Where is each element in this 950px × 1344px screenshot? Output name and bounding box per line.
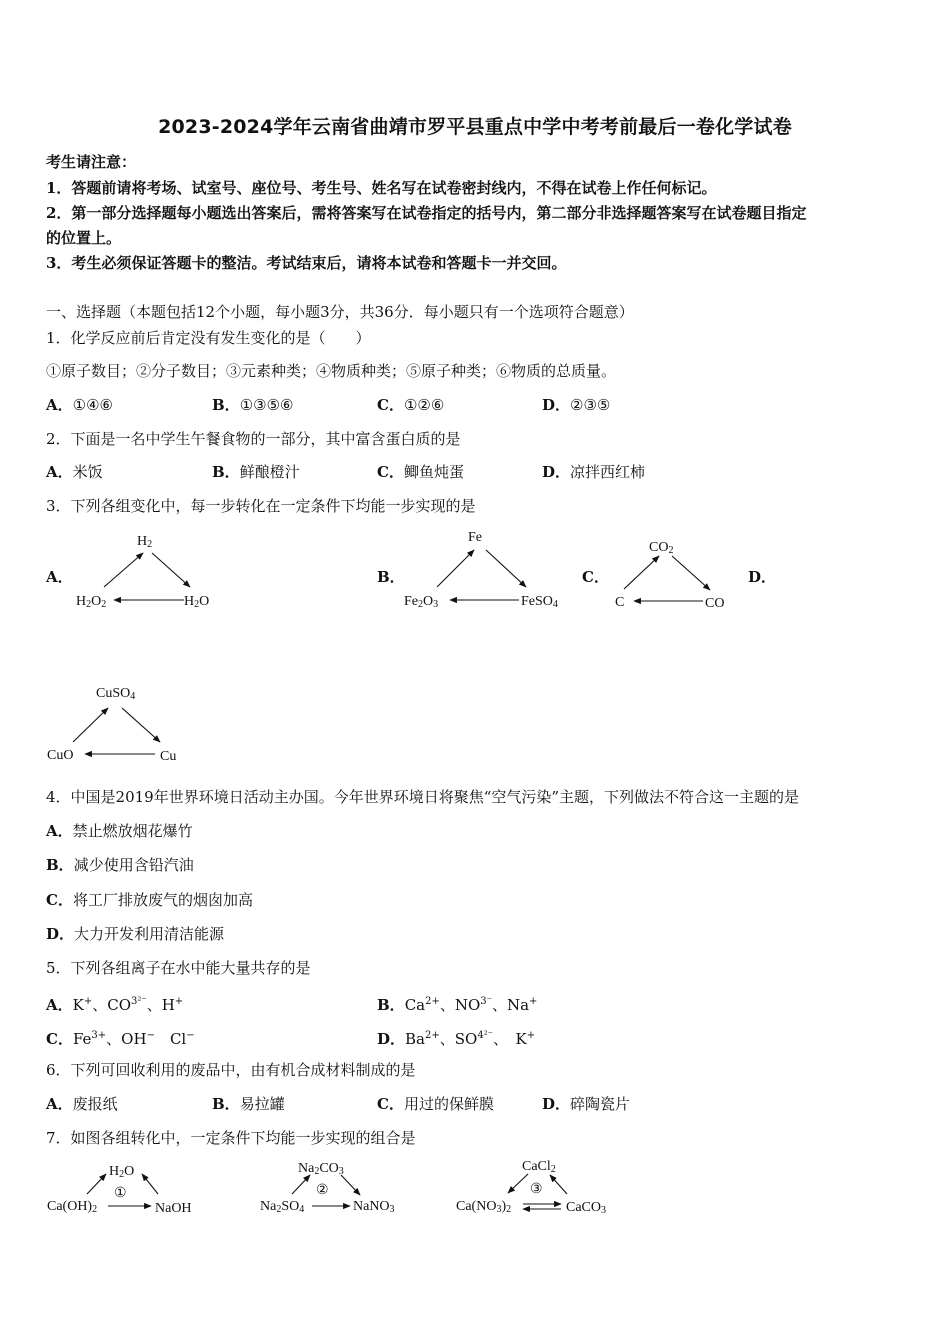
q7-diagram-3 bbox=[456, 1159, 606, 1216]
q3-d-diagram bbox=[47, 686, 176, 764]
ion: Ba bbox=[405, 1030, 425, 1048]
q3-b-left-label: Fe2O3 bbox=[404, 594, 439, 610]
q3-a-arrow-up bbox=[104, 553, 143, 587]
q7-g1-number: ① bbox=[114, 1186, 127, 1201]
q2-stem: 2．下面是一名中学生午餐食物的一部分，其中富含蛋白质的是 bbox=[46, 430, 461, 448]
q3-d-arrow-up bbox=[73, 708, 108, 742]
option-key: D． bbox=[46, 925, 75, 943]
option-key: A． bbox=[46, 996, 73, 1014]
q4-option-b[interactable] bbox=[46, 855, 194, 875]
q3-c-arrow-down bbox=[672, 556, 710, 590]
charge: + bbox=[529, 996, 538, 1007]
q3-b-diagram bbox=[404, 530, 558, 610]
q3-c-top-label: CO2 bbox=[649, 540, 674, 556]
q7-g2-top-label: Na2CO3 bbox=[298, 1161, 344, 1177]
q3-a-diagram bbox=[76, 534, 209, 610]
q5-option-b[interactable] bbox=[377, 992, 537, 1015]
q6-stem: 6．下列可回收利用的废品中，由有机合成材料制成的是 bbox=[46, 1061, 416, 1079]
q3-a-top-label: H2 bbox=[137, 534, 153, 550]
charge: + bbox=[174, 996, 184, 1007]
option-key: B． bbox=[212, 1095, 240, 1113]
q7-g2-left-label: Na2SO4 bbox=[260, 1199, 305, 1215]
option-key: C． bbox=[46, 891, 73, 909]
option-text: ①③⑤⑥ bbox=[239, 396, 294, 414]
option-key: D． bbox=[377, 1030, 406, 1048]
ion: 、NO bbox=[439, 996, 481, 1014]
q3-d-left-label: CuO bbox=[47, 748, 74, 763]
q7-g3-arrow-down-left bbox=[508, 1174, 528, 1193]
q3-d-arrow-down bbox=[122, 708, 160, 742]
q7-g3-top-label: CaCl2 bbox=[522, 1159, 556, 1175]
option-text: 碎陶瓷片 bbox=[570, 1095, 631, 1113]
option-key: A． bbox=[46, 1095, 73, 1113]
ion: 、 K bbox=[492, 1030, 527, 1048]
q3-b-arrow-up bbox=[437, 550, 474, 587]
q4-stem: 4．中国是2019年世界环境日活动主办国。今年世界环境日将聚焦“空气污染”主题，下列做法不符合这一主题的是 bbox=[46, 788, 800, 806]
ion: 、H bbox=[146, 996, 175, 1014]
q7-g3-left-label: Ca(NO3)2 bbox=[456, 1199, 512, 1215]
option-key: A． bbox=[46, 396, 73, 414]
option-text: ②③⑤ bbox=[570, 396, 611, 414]
q6-option-a[interactable] bbox=[46, 1094, 118, 1114]
q3-d-right-label: Cu bbox=[160, 749, 177, 764]
q3-b-arrow-down bbox=[486, 550, 526, 587]
q3-option-d-key[interactable]: D． bbox=[748, 568, 777, 586]
charge: − bbox=[146, 1030, 155, 1041]
option-text: 米饭 bbox=[72, 463, 103, 481]
q3-c-arrow-up bbox=[624, 556, 659, 589]
q3-b-right-label: FeSO4 bbox=[521, 594, 558, 610]
charge: 2+ bbox=[425, 996, 440, 1007]
q3-stem: 3．下列各组变化中，每一步转化在一定条件下均能一步实现的是 bbox=[46, 497, 476, 515]
option-key: C． bbox=[377, 463, 404, 481]
option-text: 大力开发利用清洁能源 bbox=[74, 925, 225, 943]
option-key: C． bbox=[377, 396, 404, 414]
option-key: D． bbox=[542, 1095, 571, 1113]
ion: K bbox=[72, 996, 84, 1014]
q3-option-a-key[interactable]: A． bbox=[46, 568, 73, 586]
q6-option-d[interactable] bbox=[542, 1094, 630, 1114]
option-key: D． bbox=[542, 396, 571, 414]
ion: 、CO bbox=[92, 996, 132, 1014]
option-text: ①②⑥ bbox=[403, 396, 445, 414]
q7-g1-arrow-back bbox=[142, 1174, 158, 1194]
charge: + bbox=[83, 996, 93, 1007]
q5-option-c[interactable] bbox=[46, 1026, 195, 1049]
ion: Fe bbox=[72, 1030, 92, 1048]
option-text: 鲜酿橙汁 bbox=[239, 463, 300, 481]
option-key: C． bbox=[46, 1030, 73, 1048]
option-key: B． bbox=[377, 996, 405, 1014]
q3-a-left-label: H2O2 bbox=[76, 594, 107, 610]
q1-detail: ①原子数目；②分子数目；③元素种类；④物质种类；⑤原子种类；⑥物质的总质量。 bbox=[46, 362, 617, 380]
charge: + bbox=[526, 1030, 536, 1041]
notice-heading: 考生请注意： bbox=[46, 153, 137, 171]
q5-stem: 5．下列各组离子在水中能大量共存的是 bbox=[46, 959, 311, 977]
q7-stem: 7．如图各组转化中，一定条件下均能一步实现的组合是 bbox=[46, 1129, 416, 1147]
charge: 4²⁻ bbox=[477, 1030, 493, 1041]
q5-option-a[interactable] bbox=[46, 992, 183, 1015]
q7-g2-right-label: NaNO3 bbox=[353, 1199, 395, 1215]
charge: 2+ bbox=[424, 1030, 440, 1041]
q3-d-top-label: CuSO4 bbox=[96, 686, 136, 702]
option-text: 凉拌西红柿 bbox=[570, 463, 646, 481]
q3-a-arrow-down bbox=[152, 553, 190, 587]
q4-option-a[interactable] bbox=[46, 821, 193, 841]
q3-a-right-label: H2O bbox=[184, 594, 210, 610]
option-key: A． bbox=[46, 822, 73, 840]
q7-g3-right-label: CaCO3 bbox=[566, 1200, 606, 1216]
option-key: A． bbox=[46, 463, 73, 481]
notice-item-3: 3．考生必须保证答题卡的整洁。考试结束后，请将本试卷和答题卡一并交回。 bbox=[46, 254, 567, 272]
q7-g1-left-label: Ca(OH)2 bbox=[47, 1199, 98, 1215]
q7-g2-number: ② bbox=[316, 1183, 329, 1198]
option-text: 将工厂排放废气的烟囱加高 bbox=[72, 891, 253, 909]
charge: − bbox=[186, 1030, 195, 1041]
ion: 、SO bbox=[439, 1030, 478, 1048]
option-text: ①④⑥ bbox=[72, 396, 113, 414]
ion: 、OH bbox=[106, 1030, 147, 1048]
option-text: 减少使用含铅汽油 bbox=[73, 856, 194, 874]
charge: 3²⁻ bbox=[131, 996, 147, 1007]
option-text: 用过的保鲜膜 bbox=[403, 1095, 494, 1113]
notice-item-2-cont: 的位置上。 bbox=[46, 229, 122, 247]
q3-c-left-label: C bbox=[615, 595, 625, 610]
option-text: 禁止燃放烟花爆竹 bbox=[72, 822, 193, 840]
option-text: 鲫鱼炖蛋 bbox=[403, 463, 464, 481]
option-key: C． bbox=[377, 1095, 404, 1113]
q3-option-b-key[interactable]: B． bbox=[377, 568, 405, 586]
ion: Ca bbox=[404, 996, 426, 1014]
q4-option-d[interactable] bbox=[46, 924, 224, 944]
notice-item-2: 2．第一部分选择题每小题选出答案后，需将答案写在试卷指定的括号内，第二部分非选择题答案写在试卷题目指定 bbox=[46, 204, 807, 222]
ion: 、Na bbox=[491, 996, 530, 1014]
q5-option-d[interactable] bbox=[377, 1026, 535, 1049]
option-key: B． bbox=[212, 463, 240, 481]
charge: 3⁻ bbox=[480, 996, 492, 1007]
q7-g1-arrow-up bbox=[87, 1174, 106, 1194]
q7-g2-arrow-up bbox=[292, 1175, 310, 1194]
q7-g1-top-label: H2O bbox=[109, 1164, 135, 1180]
q1-stem: 1．化学反应前后肯定没有发生变化的是（ ） bbox=[46, 329, 371, 347]
q7-diagram-1 bbox=[47, 1164, 192, 1216]
q7-diagram-2 bbox=[260, 1161, 395, 1215]
q3-c-diagram bbox=[615, 540, 724, 611]
q4-option-c[interactable] bbox=[46, 890, 253, 910]
q3-option-c-key[interactable]: C． bbox=[582, 568, 609, 586]
page-title: 2023-2024学年云南省曲靖市罗平县重点中学中考考前最后一卷化学试卷 bbox=[158, 116, 792, 138]
q7-g2-arrow-down bbox=[341, 1175, 360, 1195]
q3-c-right-label: CO bbox=[705, 596, 725, 611]
q7-g3-number: ③ bbox=[530, 1182, 543, 1197]
section-heading: 一、选择题（本题包括12个小题，每小题3分，共36分．每小题只有一个选项符合题意） bbox=[46, 303, 634, 321]
q3-b-top-label: Fe bbox=[468, 530, 482, 545]
option-text: 易拉罐 bbox=[239, 1095, 285, 1113]
option-key: B． bbox=[46, 856, 74, 874]
q7-g1-right-label: NaOH bbox=[155, 1201, 192, 1216]
q6-option-b[interactable] bbox=[212, 1094, 285, 1114]
option-key: D． bbox=[542, 463, 571, 481]
q6-option-c[interactable] bbox=[377, 1094, 494, 1114]
option-key: B． bbox=[212, 396, 240, 414]
charge: 3+ bbox=[91, 1030, 107, 1041]
option-text: 废报纸 bbox=[72, 1095, 118, 1113]
notice-item-1: 1．答题前请将考场、试室号、座位号、考生号、姓名写在试卷密封线内，不得在试卷上作任何标记。 bbox=[46, 179, 717, 197]
q7-g3-arrow-up-left bbox=[550, 1175, 567, 1194]
ion: Cl bbox=[154, 1030, 187, 1048]
